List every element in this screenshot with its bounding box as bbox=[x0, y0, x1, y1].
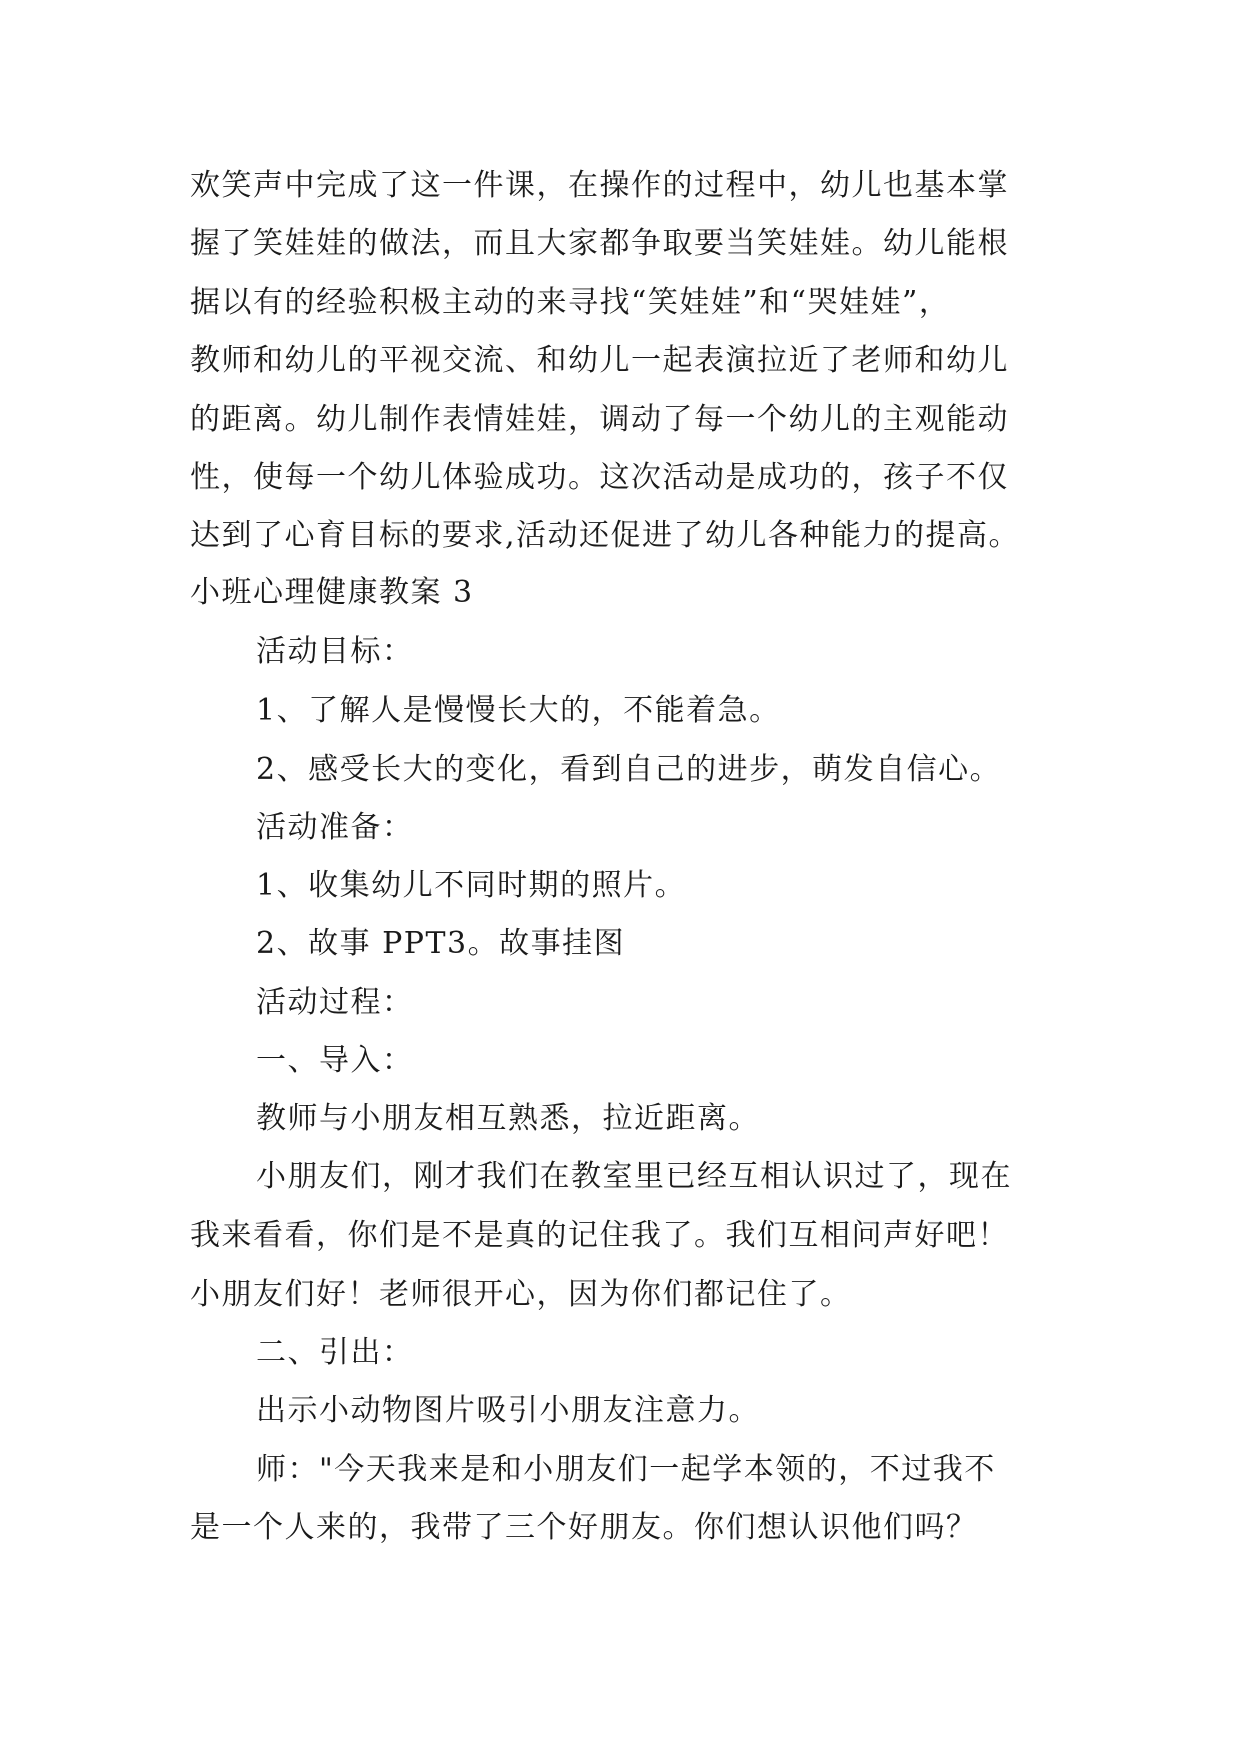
text-line: 小朋友们好！老师很开心，因为你们都记住了。 bbox=[190, 1277, 852, 1312]
text-line: 教师和幼儿的平视交流、和幼儿一起表演拉近了老师和幼儿 bbox=[190, 343, 1009, 378]
text-line: 2、故事 PPT3。故事挂图 bbox=[256, 926, 626, 961]
text-line: 是一个人来的，我带了三个好朋友。你们想认识他们吗？ bbox=[190, 1510, 978, 1545]
text-line: 出示小动物图片吸引小朋友注意力。 bbox=[256, 1393, 760, 1428]
text-line: 活动目标： bbox=[256, 634, 414, 669]
text-line: 性，使每一个幼儿体验成功。这次活动是成功的，孩子不仅 bbox=[190, 460, 1009, 495]
text-line: 活动过程： bbox=[256, 985, 414, 1020]
text-line: 的距离。幼儿制作表情娃娃，调动了每一个幼儿的主观能动 bbox=[190, 402, 1009, 437]
text-line: 握了笑娃娃的做法，而且大家都争取要当笑娃娃。幼儿能根 bbox=[190, 226, 1009, 261]
text-line: 达到了心育目标的要求,活动还促进了幼儿各种能力的提高。 bbox=[190, 518, 1021, 553]
text-line: 活动准备： bbox=[256, 810, 414, 845]
section-heading: 小班心理健康教案 3 bbox=[190, 575, 474, 610]
text-line: 小朋友们，刚才我们在教室里已经互相认识过了，现在 bbox=[256, 1159, 1012, 1194]
text-line: 二、引出： bbox=[256, 1335, 414, 1370]
text-line: 1、了解人是慢慢长大的，不能着急。 bbox=[256, 693, 781, 728]
text-line: 我来看看，你们是不是真的记住我了。我们互相问声好吧！ bbox=[190, 1218, 1009, 1253]
text-line: 教师与小朋友相互熟悉，拉近距离。 bbox=[256, 1101, 760, 1136]
text-line: 1、收集幼儿不同时期的照片。 bbox=[256, 868, 687, 903]
text-line: 一、导入： bbox=[256, 1043, 414, 1078]
text-line: 据以有的经验积极主动的来寻找“笑娃娃”和“哭娃娃”， bbox=[190, 285, 951, 320]
text-line: 师："今天我来是和小朋友们一起学本领的，不过我不 bbox=[256, 1452, 996, 1487]
text-line: 欢笑声中完成了这一件课，在操作的过程中，幼儿也基本掌 bbox=[190, 168, 1009, 203]
text-line: 2、感受长大的变化，看到自己的进步，萌发自信心。 bbox=[256, 752, 1002, 787]
